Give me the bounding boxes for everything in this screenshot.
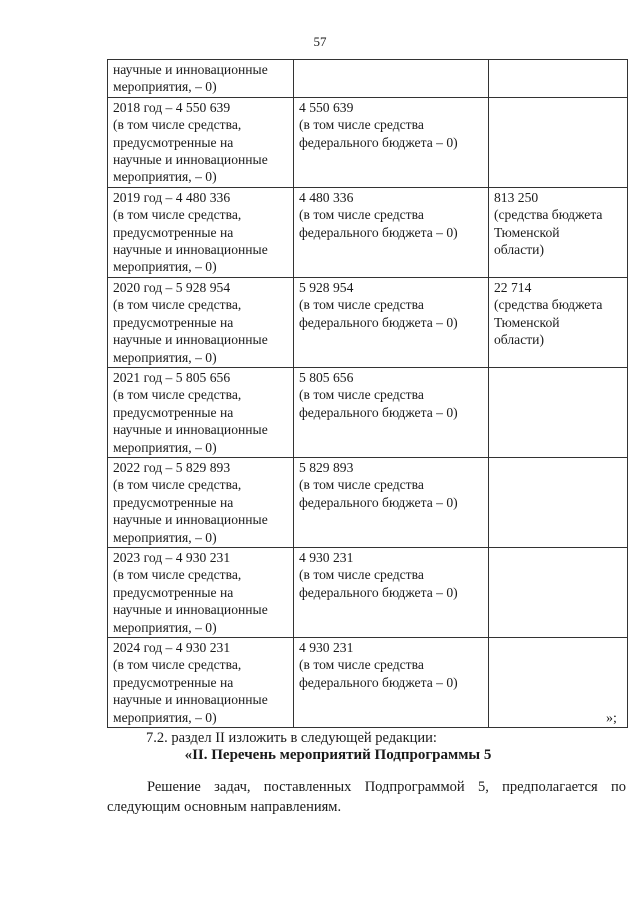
cell-text-line: (в том числе средства (299, 117, 424, 133)
cell-text-line: 5 805 656 (299, 369, 354, 385)
financing-total-cell (108, 277, 294, 367)
table-row (108, 97, 628, 187)
closing-quote: »; (606, 711, 617, 726)
cell-text-line: 2024 год – 4 930 231 (113, 640, 231, 655)
cell-text-line: мероприятия, – 0) (113, 349, 217, 365)
cell-text-line: 2022 год – 5 829 893 (113, 459, 231, 475)
cell-text-line: научные и инновационные (113, 242, 268, 258)
cell-text-line: (в том числе средства (299, 297, 424, 313)
cell-text-line: федерального бюджета – 0) (299, 224, 458, 240)
federal-budget-cell (294, 60, 489, 98)
regional-budget-cell (489, 97, 628, 187)
table-row (108, 60, 628, 98)
federal-budget-cell (294, 547, 489, 637)
table-row (108, 547, 628, 637)
cell-text-line: 2019 год – 4 480 336 (113, 189, 231, 205)
cell-text-line: предусмотренные на (113, 674, 234, 690)
cell-text-line: (в том числе средства, (113, 297, 242, 313)
cell-text-line: мероприятия, – 0) (113, 79, 217, 95)
cell-text-line: мероприятия, – 0) (113, 529, 217, 545)
financing-total-cell (108, 638, 294, 728)
regional-budget-cell (489, 457, 628, 547)
cell-text-line: (в том числе средства, (113, 207, 242, 223)
cell-text-line: федерального бюджета – 0) (299, 314, 458, 330)
regional-budget-cell (489, 187, 628, 277)
cell-text-line: научные и инновационные (113, 332, 268, 348)
cell-text-line: федерального бюджета – 0) (299, 674, 458, 690)
cell-text-line: Тюменской (494, 314, 560, 330)
regional-budget-cell (489, 367, 628, 457)
cell-text-line: 2023 год – 4 930 231 (113, 549, 231, 565)
table-row (108, 187, 628, 277)
cell-text-line: 4 930 231 (299, 640, 354, 655)
table-row (108, 638, 628, 728)
federal-budget-cell (294, 277, 489, 367)
cell-text-line: научные и инновационные (113, 512, 268, 528)
cell-text-line: (средства бюджета (494, 207, 603, 223)
financing-total-cell (108, 187, 294, 277)
regional-budget-cell (489, 277, 628, 367)
cell-text-line: мероприятия, – 0) (113, 439, 217, 455)
cell-text-line: федерального бюджета – 0) (299, 134, 458, 150)
cell-text-line: (средства бюджета (494, 297, 603, 313)
cell-text-line: мероприятия, – 0) (113, 169, 217, 185)
cell-text-line: 4 550 639 (299, 99, 354, 115)
cell-text-line: 5 928 954 (299, 279, 354, 295)
financing-total-cell (108, 457, 294, 547)
cell-text-line: (в том числе средства, (113, 387, 242, 403)
cell-text-line: Тюменской (494, 224, 560, 240)
cell-text-line: мероприятия, – 0) (113, 709, 217, 725)
federal-budget-cell (294, 367, 489, 457)
cell-text-line: (в том числе средства (299, 477, 424, 493)
cell-text-line: предусмотренные на (113, 224, 234, 240)
amendment-line: 7.2. раздел II изложить в следующей редакции: (146, 730, 437, 746)
financing-total-cell (108, 60, 294, 98)
cell-text-line: 4 930 231 (299, 549, 354, 565)
cell-text-line: 4 480 336 (299, 189, 354, 205)
financing-total-cell (108, 97, 294, 187)
cell-text-line: (в том числе средства (299, 657, 424, 673)
cell-text-line: предусмотренные на (113, 134, 234, 150)
cell-text-line: научные и инновационные (113, 692, 268, 708)
table-row (108, 277, 628, 367)
federal-budget-cell (294, 457, 489, 547)
cell-text-line: научные и инновационные (113, 152, 268, 168)
cell-text-line: 813 250 (494, 189, 539, 205)
federal-budget-cell (294, 638, 489, 728)
federal-budget-cell (294, 97, 489, 187)
budget-table (107, 59, 628, 728)
cell-text-line: (в том числе средства (299, 387, 424, 403)
cell-text-line: предусмотренные на (113, 314, 234, 330)
budget-table-body (108, 60, 628, 728)
cell-text-line: 5 829 893 (299, 459, 354, 475)
cell-text-line: (в том числе средства, (113, 567, 242, 583)
cell-text-line: (в том числе средства, (113, 117, 242, 133)
financing-total-cell (108, 367, 294, 457)
cell-text-line: (в том числе средства, (113, 477, 242, 493)
cell-text-line: мероприятия, – 0) (113, 259, 217, 275)
cell-text-line: предусмотренные на (113, 404, 234, 420)
cell-text-line: научные и инновационные (113, 422, 268, 438)
regional-budget-cell (489, 547, 628, 637)
cell-text-line: (в том числе средства (299, 567, 424, 583)
cell-text-line: области) (494, 242, 544, 258)
cell-text-line: 2021 год – 5 805 656 (113, 369, 231, 385)
table-row (108, 367, 628, 457)
cell-text-line: предусмотренные на (113, 584, 234, 600)
page-number: 57 (313, 34, 327, 49)
cell-text-line: научные и инновационные (113, 602, 268, 618)
regional-budget-cell (489, 60, 628, 98)
cell-text-line: научные и инновационные (113, 62, 268, 77)
cell-text-line: федерального бюджета – 0) (299, 584, 458, 600)
federal-budget-cell (294, 187, 489, 277)
cell-text-line: (в том числе средства, (113, 657, 242, 673)
body-paragraph: Решение задач, поставленных Подпрограммой 5, предполагается по следующим основным направлениям. (107, 779, 626, 815)
cell-text-line: предусмотренные на (113, 494, 234, 510)
cell-text-line: (в том числе средства (299, 207, 424, 223)
cell-text-line: области) (494, 332, 544, 348)
cell-text-line: 2020 год – 5 928 954 (113, 279, 231, 295)
financing-total-cell (108, 547, 294, 637)
cell-text-line: 2018 год – 4 550 639 (113, 99, 231, 115)
table-row (108, 457, 628, 547)
cell-text-line: 22 714 (494, 279, 532, 295)
cell-text-line: мероприятия, – 0) (113, 619, 217, 635)
cell-text-line: федерального бюджета – 0) (299, 404, 458, 420)
cell-text-line: федерального бюджета – 0) (299, 494, 458, 510)
section-title: «II. Перечень мероприятий Подпрограммы 5 (184, 747, 492, 763)
